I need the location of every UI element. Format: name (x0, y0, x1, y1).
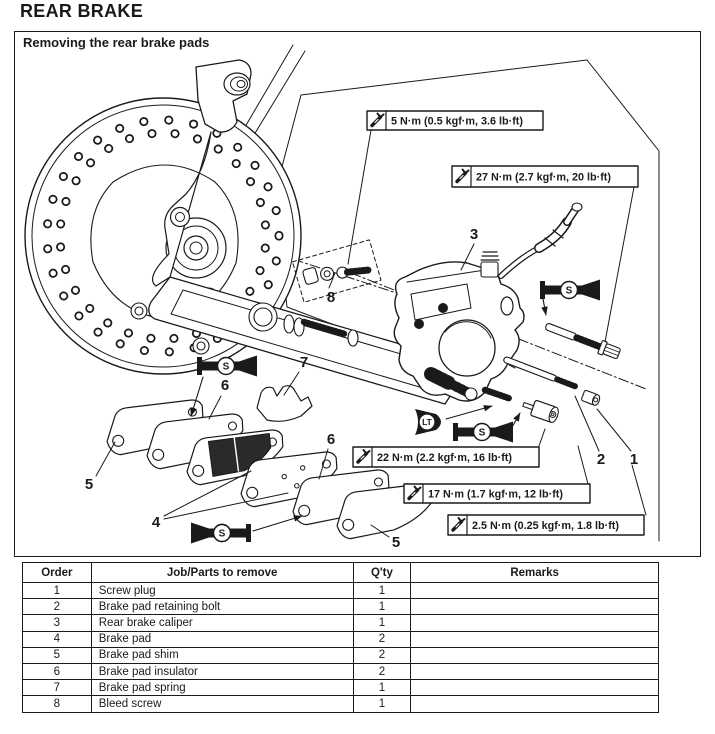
header-order: Order (23, 563, 92, 583)
svg-text:LT: LT (422, 417, 432, 427)
cell-qty: 1 (353, 696, 411, 712)
table-row (23, 663, 659, 679)
cell-job: Brake pad insulator (91, 663, 353, 679)
cell-qty: 2 (353, 663, 411, 679)
pad-spring (257, 386, 312, 422)
cell-order: 4 (23, 631, 92, 647)
cell-order: 2 (23, 599, 92, 615)
table-row (23, 696, 659, 712)
cell-order: 3 (23, 615, 92, 631)
page-title: REAR BRAKE (20, 1, 144, 21)
cell-job: Brake pad shim (91, 647, 353, 663)
callout-5-right: 5 (391, 534, 401, 551)
cell-job: Bleed screw (91, 696, 353, 712)
callout-2: 2 (596, 451, 606, 468)
cell-remarks (411, 631, 659, 647)
table-row (23, 631, 659, 647)
callout-6-left: 6 (220, 377, 230, 394)
brake-caliper (394, 203, 582, 401)
cell-order: 5 (23, 647, 92, 663)
banjo-fitting (481, 252, 499, 277)
cell-job: Brake pad spring (91, 680, 353, 696)
cell-order: 8 (23, 696, 92, 712)
exploded-diagram (15, 32, 699, 555)
cell-job: Screw plug (91, 583, 353, 599)
cell-remarks (411, 663, 659, 679)
callout-7: 7 (299, 354, 309, 371)
cell-qty: 1 (353, 615, 411, 631)
torque-box-22nm (353, 429, 545, 467)
cell-remarks (411, 615, 659, 631)
retaining-bolt-head (521, 397, 560, 424)
cell-qty: 2 (353, 631, 411, 647)
cell-job: Brake pad (91, 631, 353, 647)
svg-text:S: S (565, 285, 573, 297)
header-qty: Q'ty (353, 563, 411, 583)
svg-text:S: S (478, 427, 486, 439)
cell-order: 1 (23, 583, 92, 599)
figure-box (14, 31, 701, 557)
cell-order: 7 (23, 680, 92, 696)
grease-badge-caliper-bolt (540, 280, 600, 316)
bracket-bushing (224, 73, 250, 95)
caliper-bolt (543, 319, 621, 360)
table-row (23, 615, 659, 631)
table-row (23, 599, 659, 615)
brake-hose (501, 203, 582, 276)
table-row (23, 647, 659, 663)
caliper-mount-eye (501, 297, 513, 315)
header-job: Job/Parts to remove (91, 563, 353, 583)
cell-remarks (411, 680, 659, 696)
callout-1: 1 (629, 451, 639, 468)
cell-job: Rear brake caliper (91, 615, 353, 631)
callout-4: 4 (151, 514, 161, 531)
torque-2p5nm-label: 2.5 N·m (0.25 kgf·m, 1.8 lb·ft) (472, 520, 619, 532)
grease-badge-retaining-bolt (453, 413, 520, 443)
cell-qty: 2 (353, 647, 411, 663)
cell-qty: 1 (353, 583, 411, 599)
header-remarks: Remarks (411, 563, 659, 583)
svg-text:S: S (218, 528, 226, 540)
callout-8: 8 (326, 289, 336, 306)
torque-17nm-label: 17 N·m (1.7 kgf·m, 12 lb·ft) (428, 488, 563, 501)
callout-3: 3 (469, 226, 479, 243)
callout-6-right: 6 (326, 431, 336, 448)
cell-remarks (411, 583, 659, 599)
svg-text:S: S (222, 361, 230, 373)
cell-remarks (411, 647, 659, 663)
table-row (23, 680, 659, 696)
table-header-row (23, 563, 659, 583)
torque-27nm-label: 27 N·m (2.7 kgf·m, 20 lb·ft) (476, 171, 611, 184)
caliper-piston-bore (439, 320, 495, 376)
screw-plug (581, 390, 601, 406)
cell-order: 6 (23, 663, 92, 679)
cell-job: Brake pad retaining bolt (91, 599, 353, 615)
table-row (23, 583, 659, 599)
torque-22nm-label: 22 N·m (2.2 kgf·m, 16 lb·ft) (377, 452, 512, 464)
cell-remarks (411, 599, 659, 615)
callout-5-left: 5 (84, 476, 94, 493)
parts-table (22, 562, 659, 713)
torque-5nm-label: 5 N·m (0.5 kgf·m, 3.6 lb·ft) (391, 115, 523, 128)
grease-badge-pads-bottom (191, 516, 302, 544)
retaining-bolt-threads (485, 390, 510, 398)
cell-qty: 1 (353, 599, 411, 615)
figure-caption: Removing the rear brake pads (23, 35, 210, 50)
cell-qty: 1 (353, 680, 411, 696)
slide-pin (503, 356, 576, 389)
bleed-screw-set (292, 240, 380, 302)
cell-remarks (411, 696, 659, 712)
